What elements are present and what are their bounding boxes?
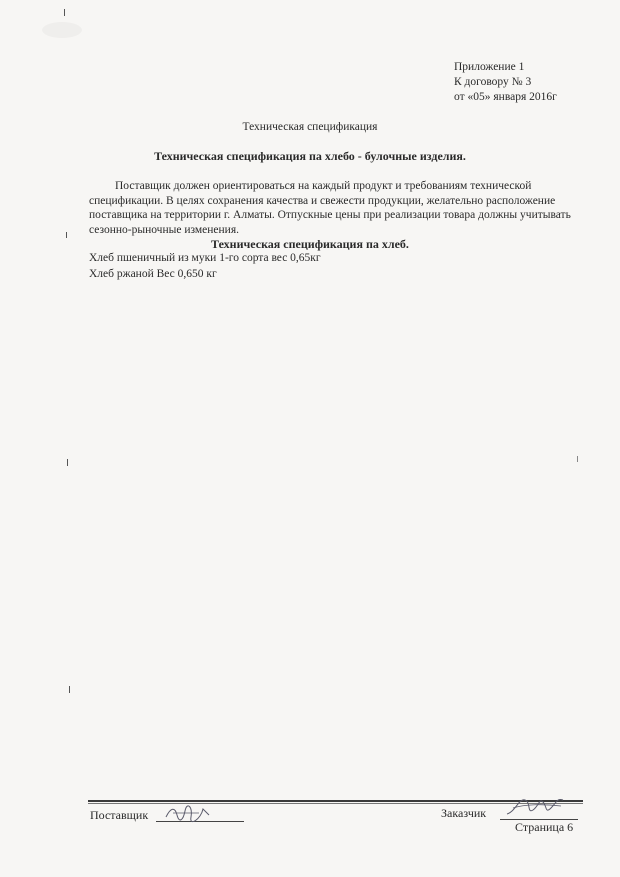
spec-item-rye-bread: Хлеб ржаной Вес 0,650 кг — [89, 268, 217, 280]
bread-spec-heading: Техническая спецификация па хлеб. — [211, 237, 409, 251]
contract-date: от «05» января 2016г — [454, 91, 557, 103]
customer-label: Заказчик — [441, 806, 487, 820]
scan-mark — [64, 9, 65, 16]
spec-item-wheat-bread: Хлеб пшеничный из муки 1-го сорта вес 0,65кг — [89, 252, 321, 264]
contract-number: К договору № 3 — [454, 76, 532, 88]
scan-mark — [69, 686, 70, 693]
document-heading: Техническая спецификация — [242, 121, 378, 133]
requirements-paragraph: Поставщик должен ориентироваться на каждый продукт и требованиям технической спецификации. В целях сохранения качества и свежести продукции, желательно расположение поставщика на территории г. Алматы. Отпускные цены при реализации товара должны учитывать сезонно-рыночные изменения. — [89, 180, 571, 236]
supplier-label: Поставщик — [90, 808, 149, 822]
annex-number: Приложение 1 — [454, 61, 525, 73]
supplier-signature — [163, 803, 213, 823]
document-subheading: Техническая спецификация па хлебо - булочные изделия. — [154, 149, 466, 163]
page-number: Страница 6 — [515, 820, 574, 834]
customer-signature — [505, 794, 565, 818]
scan-smudge — [42, 22, 82, 38]
scan-mark — [67, 459, 68, 466]
scan-mark — [577, 456, 578, 462]
annex-reference — [454, 60, 557, 105]
